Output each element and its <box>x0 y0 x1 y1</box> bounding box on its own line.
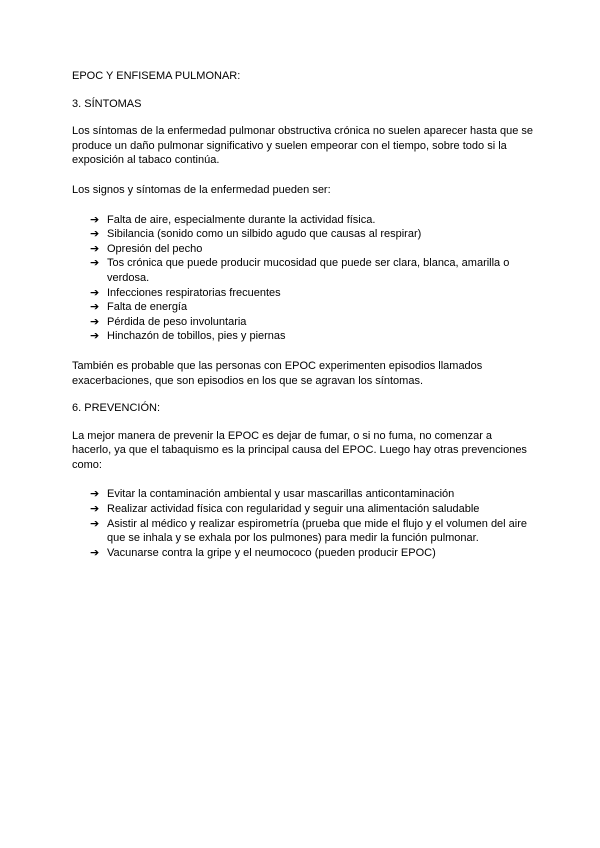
list-item <box>90 487 534 502</box>
arrow-bullet-icon: ➔ <box>90 242 100 255</box>
list-item <box>90 300 534 315</box>
arrow-bullet-icon: ➔ <box>90 330 100 343</box>
list-item-text: Tos crónica que puede producir mucosidad que puede ser clara, blanca, amarilla o verdosa. <box>107 257 510 284</box>
prevention-intro-paragraph: La mejor manera de prevenir la EPOC es dejar de fumar, o si no fuma, no comenzar a hacerlo, ya que el tabaquismo es la principal causa del EPOC. Luego hay otras prevenciones como: <box>72 429 527 471</box>
symptoms-lead-paragraph: Los signos y síntomas de la enfermedad pueden ser: <box>72 183 331 196</box>
section-heading-symptoms: 3. SÍNTOMAS <box>72 97 142 110</box>
arrow-bullet-icon: ➔ <box>90 301 100 314</box>
list-item-text: Realizar actividad física con regularidad y seguir una alimentación saludable <box>107 503 480 516</box>
arrow-bullet-icon: ➔ <box>90 517 100 530</box>
list-item <box>90 227 534 242</box>
list-item <box>90 502 534 517</box>
list-item-text: Pérdida de peso involuntaria <box>107 315 247 328</box>
section-heading-prevention: 6. PREVENCIÓN: <box>72 402 161 415</box>
list-item-text: Sibilancia (sonido como un silbido agudo que causas al respirar) <box>107 228 422 241</box>
document-body <box>72 69 534 575</box>
arrow-bullet-icon: ➔ <box>90 257 100 270</box>
list-item <box>90 315 534 330</box>
list-item <box>90 213 534 228</box>
list-item <box>90 329 534 344</box>
symptoms-intro-paragraph: Los síntomas de la enfermedad pulmonar obstructiva crónica no suelen aparecer hasta que se produce un daño pulmonar significativo y suelen empeorar con el tiempo, sobre todo si la exposición al tabaco continúa. <box>72 125 534 167</box>
list-item-text: Asistir al médico y realizar espirometría (prueba que mide el flujo y el volumen del aire que se inhala y se exhala por los pulmones) para medir la función pulmonar. <box>107 517 528 545</box>
list-item-text: Falta de energía <box>107 301 188 314</box>
document-title: EPOC Y ENFISEMA PULMONAR: <box>72 70 241 82</box>
arrow-bullet-icon: ➔ <box>90 213 100 226</box>
list-item-text: Vacunarse contra la gripe y el neumococo (pueden producir EPOC) <box>107 546 436 559</box>
list-item-text: Opresión del pecho <box>107 242 203 255</box>
symptoms-list <box>72 213 534 344</box>
arrow-bullet-icon: ➔ <box>90 286 100 299</box>
list-item <box>90 242 534 257</box>
list-item <box>90 517 534 546</box>
arrow-bullet-icon: ➔ <box>90 503 100 516</box>
arrow-bullet-icon: ➔ <box>90 315 100 328</box>
list-item <box>90 286 534 301</box>
symptoms-closing-paragraph: También es probable que las personas con EPOC experimenten episodios llamados exacerbaciones, que son episodios en los que se agravan los síntomas. <box>72 359 483 387</box>
list-item-text: Evitar la contaminación ambiental y usar mascarillas anticontaminación <box>107 488 455 501</box>
list-item-text: Hinchazón de tobillos, pies y piernas <box>107 330 286 343</box>
list-item <box>90 256 534 285</box>
arrow-bullet-icon: ➔ <box>90 546 100 559</box>
arrow-bullet-icon: ➔ <box>90 488 100 501</box>
list-item <box>90 546 534 561</box>
arrow-bullet-icon: ➔ <box>90 228 100 241</box>
list-item-text: Falta de aire, especialmente durante la actividad física. <box>107 213 376 226</box>
list-item-text: Infecciones respiratorias frecuentes <box>107 286 281 299</box>
prevention-list <box>72 487 534 560</box>
